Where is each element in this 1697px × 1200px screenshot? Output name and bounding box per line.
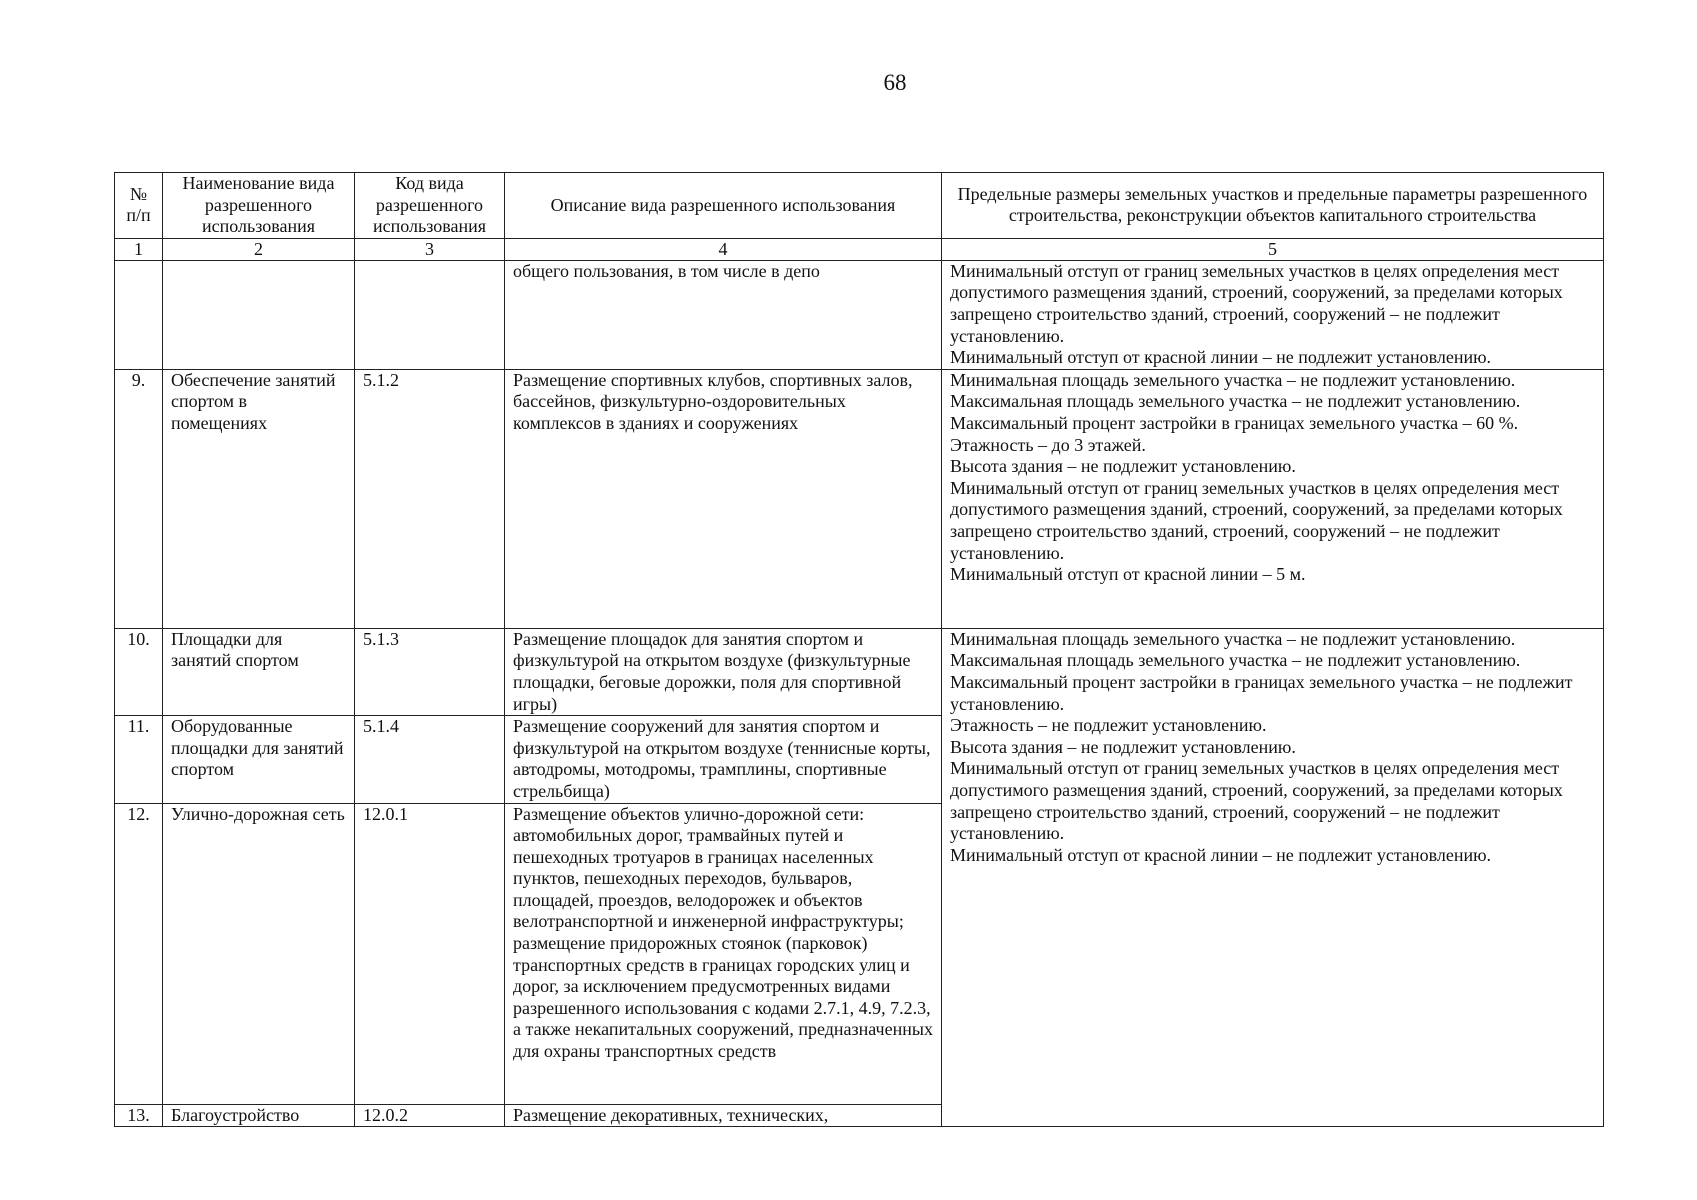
- table-row: [115, 628, 1604, 715]
- header-params: Предельные размеры земельных участков и предельные параметры разрешенного строительства, реконструкции объектов капитального строительства: [942, 173, 1604, 239]
- cell-num: 12.: [115, 803, 163, 1104]
- cell-num: 13.: [115, 1104, 163, 1127]
- cell-num: 9.: [115, 369, 163, 628]
- column-index: 1: [115, 238, 163, 260]
- cell-params: Минимальная площадь земельного участка – не подлежит установлению. Максимальная площадь земельного участка – не подлежит установлению. Максимальный процент застройки в границах земельного участка – 60 %. Этажность – до 3 этажей. Высота здания – не подлежит установлению. Минимальный отступ от границ земельных участков в целях определения мест допустимого размещения зданий, строений, сооружений, за пределами которых запрещено строительство зданий, строений, сооружений – не подлежит установлению. Минимальный отступ от красной линии – 5 м.: [942, 369, 1604, 628]
- header-num: № п/п: [115, 173, 163, 239]
- cell-description: Размещение спортивных клубов, спортивных залов, бассейнов, физкультурно-оздоровительных комплексов в зданиях и сооружениях: [505, 369, 942, 628]
- cell-num: [115, 260, 163, 369]
- cell-description: Размещение объектов улично-дорожной сети: автомобильных дорог, трамвайных путей и пешеходных тротуаров в границах населенных пунктов, пешеходных переходов, бульваров, площадей, проездов, велодорожек и объектов велотранспортной и инженерной инфраструктуры; размещение придорожных стоянок (парковок) транспортных средств в границах городских улиц и дорог, за исключением предусмотренных видами разрешенного использования с кодами 2.7.1, 4.9, 7.2.3, а также некапитальных сооружений, предназначенных для охраны транспортных средств: [505, 803, 942, 1104]
- column-index-row: [115, 238, 1604, 260]
- land-use-table: [114, 172, 1604, 1127]
- cell-num: 10.: [115, 628, 163, 715]
- cell-name: Оборудованные площадки для занятий спортом: [163, 716, 355, 803]
- column-index: 3: [355, 238, 505, 260]
- column-index: 4: [505, 238, 942, 260]
- cell-params: Минимальный отступ от границ земельных участков в целях определения мест допустимого размещения зданий, строений, сооружений, за пределами которых запрещено строительство зданий, строений, сооружений – не подлежит установлению. Минимальный отступ от красной линии – не подлежит установлению.: [942, 260, 1604, 369]
- cell-name: Благоустройство: [163, 1104, 355, 1127]
- column-index: 5: [942, 238, 1604, 260]
- cell-code: 5.1.2: [355, 369, 505, 628]
- cell-name: Улично-дорожная сеть: [163, 803, 355, 1104]
- table-header-row: [115, 173, 1604, 239]
- table-row: [115, 369, 1604, 628]
- cell-description: Размещение сооружений для занятия спортом и физкультурой на открытом воздухе (теннисные корты, автодромы, мотодромы, трамплины, спортивные стрельбища): [505, 716, 942, 803]
- header-description: Описание вида разрешенного использования: [505, 173, 942, 239]
- cell-name: Площадки для занятий спортом: [163, 628, 355, 715]
- cell-code: 12.0.2: [355, 1104, 505, 1127]
- header-name: Наименование вида разрешенного использования: [163, 173, 355, 239]
- cell-description: общего пользования, в том числе в депо: [505, 260, 942, 369]
- cell-code: 12.0.1: [355, 803, 505, 1104]
- cell-code: 5.1.4: [355, 716, 505, 803]
- header-code: Код вида разрешенного использования: [355, 173, 505, 239]
- cell-params-shared: Минимальная площадь земельного участка – не подлежит установлению. Максимальная площадь земельного участка – не подлежит установлению. Максимальный процент застройки в границах земельного участка – не подлежит установлению. Этажность – не подлежит установлению. Высота здания – не подлежит установлению. Минимальный отступ от границ земельных участков в целях определения мест допустимого размещения зданий, строений, сооружений, за пределами которых запрещено строительство зданий, строений, сооружений – не подлежит установлению. Минимальный отступ от красной линии – не подлежит установлению.: [942, 628, 1604, 1126]
- table-row-continuation: [115, 260, 1604, 369]
- cell-description: Размещение площадок для занятия спортом и физкультурой на открытом воздухе (физкультурные площадки, беговые дорожки, поля для спортивной игры): [505, 628, 942, 715]
- cell-num: 11.: [115, 716, 163, 803]
- cell-description: Размещение декоративных, технических,: [505, 1104, 942, 1127]
- column-index: 2: [163, 238, 355, 260]
- cell-name: [163, 260, 355, 369]
- cell-name: Обеспечение занятий спортом в помещениях: [163, 369, 355, 628]
- page-number: 68: [883, 70, 907, 95]
- cell-code: [355, 260, 505, 369]
- cell-code: 5.1.3: [355, 628, 505, 715]
